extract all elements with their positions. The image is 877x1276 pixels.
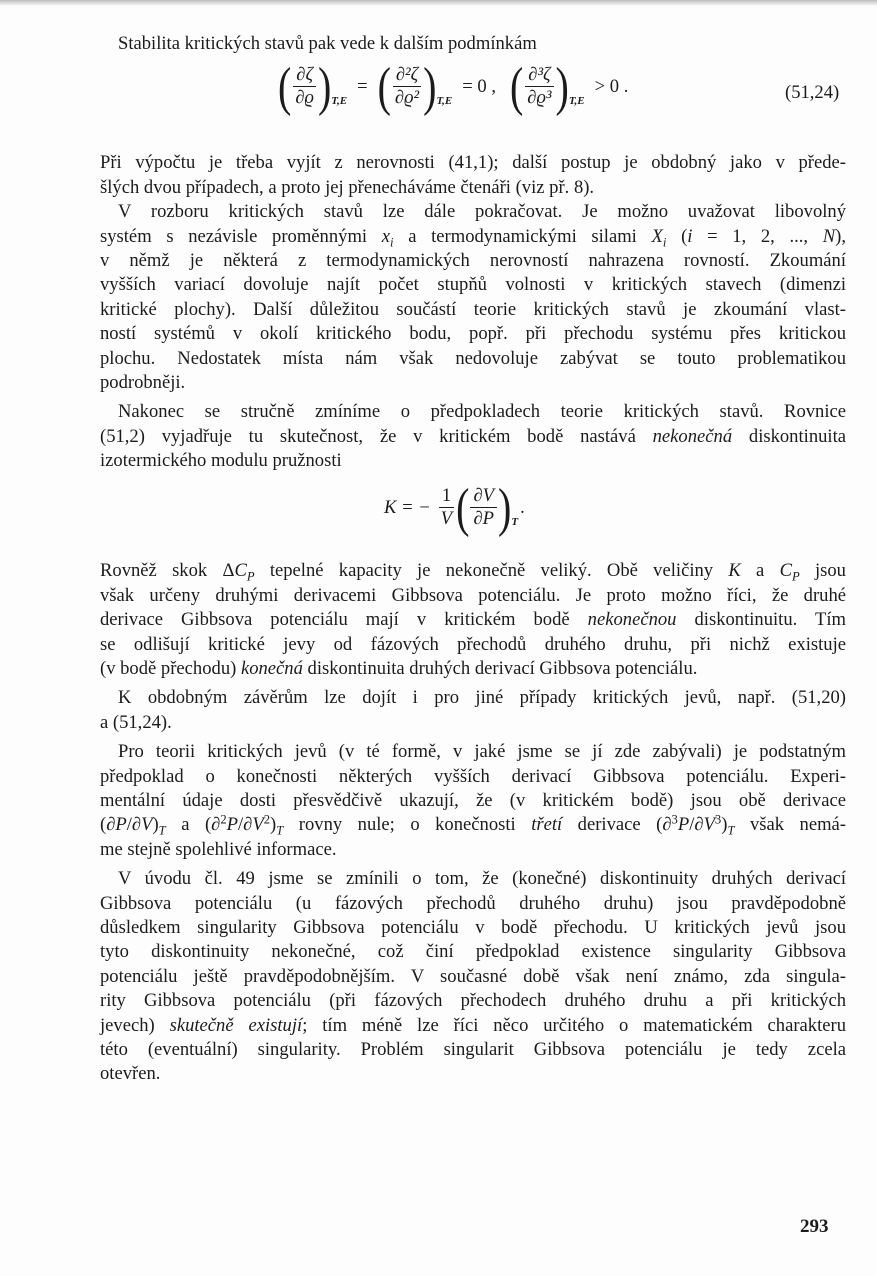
text-line — [100, 322, 846, 346]
text-run: diskontinuita druhých derivací Gibbsova potenciálu. — [302, 658, 698, 680]
text-run: tyto diskontinuity nekonečné, což činí předpoklad existence singularity Gibbsova — [100, 941, 846, 963]
text-line — [100, 32, 846, 56]
text-run: šlých dvou případech, a proto jej přenecháváme čtenáři (viz př. 8). — [100, 176, 595, 198]
text-run: derivace Gibbsova potenciálu mají v kritickém bodě — [100, 609, 588, 631]
text-line — [100, 1014, 846, 1038]
text-run: v němž je některá z termodynamických nerovností nahrazena rovností. Zkoumání — [100, 249, 846, 271]
text-run: V rozboru kritických stavů lze dále pokračovat. Je možno uvažovat libovolný — [118, 201, 846, 223]
text-run: Nakonec se stručně zmíníme o předpokladech teorie kritických stavů. Rovnice — [118, 401, 846, 423]
text-line — [100, 892, 846, 916]
left-paren: ( — [456, 476, 470, 538]
text-run: Při výpočtu je třeba vyjít z nerovnosti (41,1); další postup je obdobný jako v přede- — [100, 152, 846, 174]
text-run: se odlišují kritické jevy od fázových přechodů druhého druhu, při nichž existuje — [100, 633, 846, 655]
text-run: ) — [152, 814, 159, 836]
text-run: ) — [270, 814, 277, 836]
text-line — [100, 813, 846, 837]
text-run: rity Gibbsova potenciálu (při fázových přechodech druhého druhu a při kritických — [100, 990, 846, 1012]
text-run: plochu. Nedostatek místa nám však nedovoluje zabývat se touto problematikou — [100, 347, 846, 369]
text-run: ; tím méně lze říci něco určitého o matematickém charakteru — [302, 1014, 846, 1036]
italic-text: X — [651, 225, 663, 247]
subscript: T,E — [568, 95, 585, 108]
denominator: ∂ϱ² — [394, 87, 420, 109]
text-line — [100, 449, 846, 473]
text-run: diskontinuitu. Tím — [676, 609, 846, 631]
italic-text: P — [677, 814, 690, 836]
text-line — [100, 249, 846, 273]
equation-lhs: K = − — [384, 496, 431, 518]
right-paren: ) — [498, 476, 512, 538]
fraction — [470, 485, 497, 530]
text-run: potenciálu ještě pravděpodobnějším. V současné době však není známo, zda singula- — [100, 965, 846, 987]
text-run: a — [740, 560, 780, 582]
subscript: T — [727, 823, 735, 838]
italic-text: i — [687, 225, 693, 247]
text-line — [100, 151, 846, 175]
text-run: však určeny druhými derivacemi Gibbsova potenciálu. Je proto možno říci, že druhé — [100, 584, 846, 606]
text-run: Pro teorii kritických jevů (v té formě, v jaké jsme se jí zde zabývali) je podstatným — [118, 741, 846, 763]
text-line — [100, 838, 846, 862]
text-run: /∂ — [238, 814, 253, 836]
period: . — [520, 496, 525, 518]
text-run: = 1, 2, ..., — [692, 225, 823, 247]
page-number: 293 — [800, 1216, 829, 1237]
right-paren: ) — [555, 55, 569, 117]
text-run: izotermického modulu pružnosti — [100, 450, 342, 472]
subscript: P — [791, 569, 800, 584]
scan-edge — [0, 0, 877, 6]
text-line — [100, 989, 846, 1013]
text-run: ností systémů v okolí kritického bodu, popř. při přechodu systému přes kritickou — [100, 323, 846, 345]
text-run: jevech) — [100, 1014, 170, 1036]
text-run: (v bodě přechodu) — [100, 658, 241, 680]
numerator: 1 — [439, 485, 454, 508]
text-run: Stabilita kritických stavů pak vede k dalším podmínkám — [118, 33, 537, 54]
text-line — [100, 633, 846, 657]
denominator: ∂P — [473, 508, 495, 530]
text-run: /∂ — [689, 814, 704, 836]
numerator: ∂³ζ — [525, 64, 553, 87]
italic-text: nekonečnou — [587, 609, 677, 631]
numerator: ∂²ζ — [393, 64, 421, 87]
right-paren: ) — [423, 55, 437, 117]
text-line — [100, 400, 846, 424]
text-run: rovny nule; o konečnosti — [283, 814, 532, 836]
equation-isothermal-modulus — [100, 476, 846, 559]
right-paren: ) — [317, 55, 332, 117]
text-line — [100, 1062, 846, 1086]
italic-text: P — [226, 814, 239, 836]
fraction — [438, 485, 455, 530]
subscript: P — [246, 569, 255, 584]
text-line — [100, 789, 846, 813]
equation-51-24 — [100, 56, 846, 151]
italic-text: třetí — [531, 814, 563, 836]
text-line — [100, 765, 846, 789]
italic-text: nekonečná — [652, 425, 733, 447]
text-run: /∂ — [126, 814, 142, 836]
text-line — [100, 425, 846, 449]
superscript: 2 — [263, 813, 271, 828]
fraction — [524, 64, 554, 109]
text-run: Gibbsova potenciálu (u fázových přechodů druhého druhu) jsou pravděpodobně — [100, 892, 846, 914]
text-run: důsledkem singularity Gibbsova potenciálu v bodě přechodu. U kritických jevů jsou — [100, 916, 846, 938]
text-run: me stejně spolehlivé informace. — [100, 838, 337, 860]
superscript: 3 — [671, 813, 678, 828]
denominator: ∂ϱ³ — [527, 87, 552, 109]
operator: = 0 , — [462, 75, 496, 97]
text-run: V úvodu čl. 49 jsme se zmínili o tom, že (konečné) diskontinuity druhých derivací — [118, 868, 846, 890]
superscript: 3 — [714, 813, 722, 828]
italic-text: C — [779, 560, 792, 582]
italic-text: skutečně existují — [169, 1014, 303, 1036]
subscript: T — [276, 823, 284, 838]
text-run: jsou — [799, 560, 846, 582]
subscript: T,E — [331, 95, 348, 108]
fraction — [292, 64, 317, 109]
text-run: mentální údaje dosti přesvědčivě ukazují, že (v kritickém bodě) jsou obě derivace — [100, 789, 846, 811]
text-line — [100, 686, 846, 710]
operator: = — [357, 75, 368, 97]
italic-text: x — [381, 225, 391, 247]
subscript: i — [662, 234, 667, 249]
text-line — [100, 916, 846, 940]
text-line — [100, 273, 846, 297]
text-run: a (51,24). — [100, 711, 172, 733]
fraction — [392, 64, 422, 109]
text-line — [100, 371, 846, 395]
text-line — [100, 225, 846, 249]
denominator: ∂ϱ — [295, 87, 314, 109]
page-body — [100, 32, 846, 1087]
text-line — [100, 1038, 846, 1062]
text-run: podrobněji. — [100, 371, 186, 393]
text-line — [100, 176, 846, 200]
text-run: otevřen. — [100, 1063, 161, 1085]
text-line — [100, 867, 846, 891]
text-run: (∂ — [100, 814, 116, 836]
superscript: 2 — [220, 813, 227, 828]
text-run: ), — [835, 225, 846, 247]
text-run: tepelné kapacity je nekonečně veliký. Obě veličiny — [254, 560, 729, 582]
text-run: K obdobným závěrům lze dojít i pro jiné případy kritických jevů, např. (51,20) — [118, 687, 846, 709]
text-run: a (∂ — [165, 814, 221, 836]
text-line — [100, 657, 846, 681]
text-run: Rovněž skok Δ — [100, 560, 235, 582]
text-run: ( — [666, 225, 688, 247]
italic-text: N — [822, 225, 836, 247]
text-run: této (eventuální) singularity. Problém singularit Gibbsova potenciálu je tedy zcela — [100, 1038, 846, 1060]
text-run: vyšších variací dovoluje najít počet stupňů volnosti v kritických stavech (dimenzi — [100, 274, 846, 296]
text-line — [100, 584, 846, 608]
subscript: T — [158, 823, 166, 838]
italic-text: V — [703, 814, 715, 836]
equation-number: (51,24) — [785, 82, 840, 104]
left-paren: ( — [278, 55, 292, 117]
italic-text: K — [728, 560, 741, 582]
text-run: (51,2) vyjadřuje tu skutečnost, že v kritickém bodě nastává — [100, 425, 653, 447]
text-run: diskontinuita — [732, 425, 846, 447]
text-run: a termodynamickými silami — [393, 225, 652, 247]
subscript: i — [390, 234, 394, 249]
text-line — [100, 298, 846, 322]
left-paren: ( — [377, 55, 391, 117]
subscript: T — [511, 516, 519, 529]
text-line — [100, 711, 846, 735]
operator: > 0 . — [594, 75, 629, 97]
numerator: ∂ζ — [293, 64, 316, 87]
text-run: systém s nezávisle proměnnými — [100, 225, 382, 247]
text-line — [100, 559, 846, 583]
numerator: ∂V — [470, 485, 497, 508]
text-run: předpoklad o konečnosti některých vyšších derivací Gibbsova potenciálu. Experi- — [100, 765, 846, 787]
text-line — [100, 200, 846, 224]
italic-text: V — [252, 814, 264, 836]
italic-text: konečná — [240, 658, 303, 680]
italic-text: P — [115, 814, 127, 836]
text-line — [100, 608, 846, 632]
text-line — [100, 965, 846, 989]
text-run: však nemá- — [734, 814, 847, 836]
text-run: ) — [721, 814, 728, 836]
text-line — [100, 940, 846, 964]
text-run: derivace (∂ — [562, 814, 672, 836]
left-paren: ( — [509, 55, 524, 117]
text-run: kritické plochy). Další důležitou součástí teorie kritických stavů je zkoumání vlast- — [100, 298, 846, 320]
text-line — [100, 347, 846, 371]
italic-text: C — [234, 560, 247, 582]
subscript: T,E — [436, 95, 453, 108]
denominator: V — [440, 508, 453, 530]
italic-text: V — [141, 814, 153, 836]
text-line — [100, 740, 846, 764]
